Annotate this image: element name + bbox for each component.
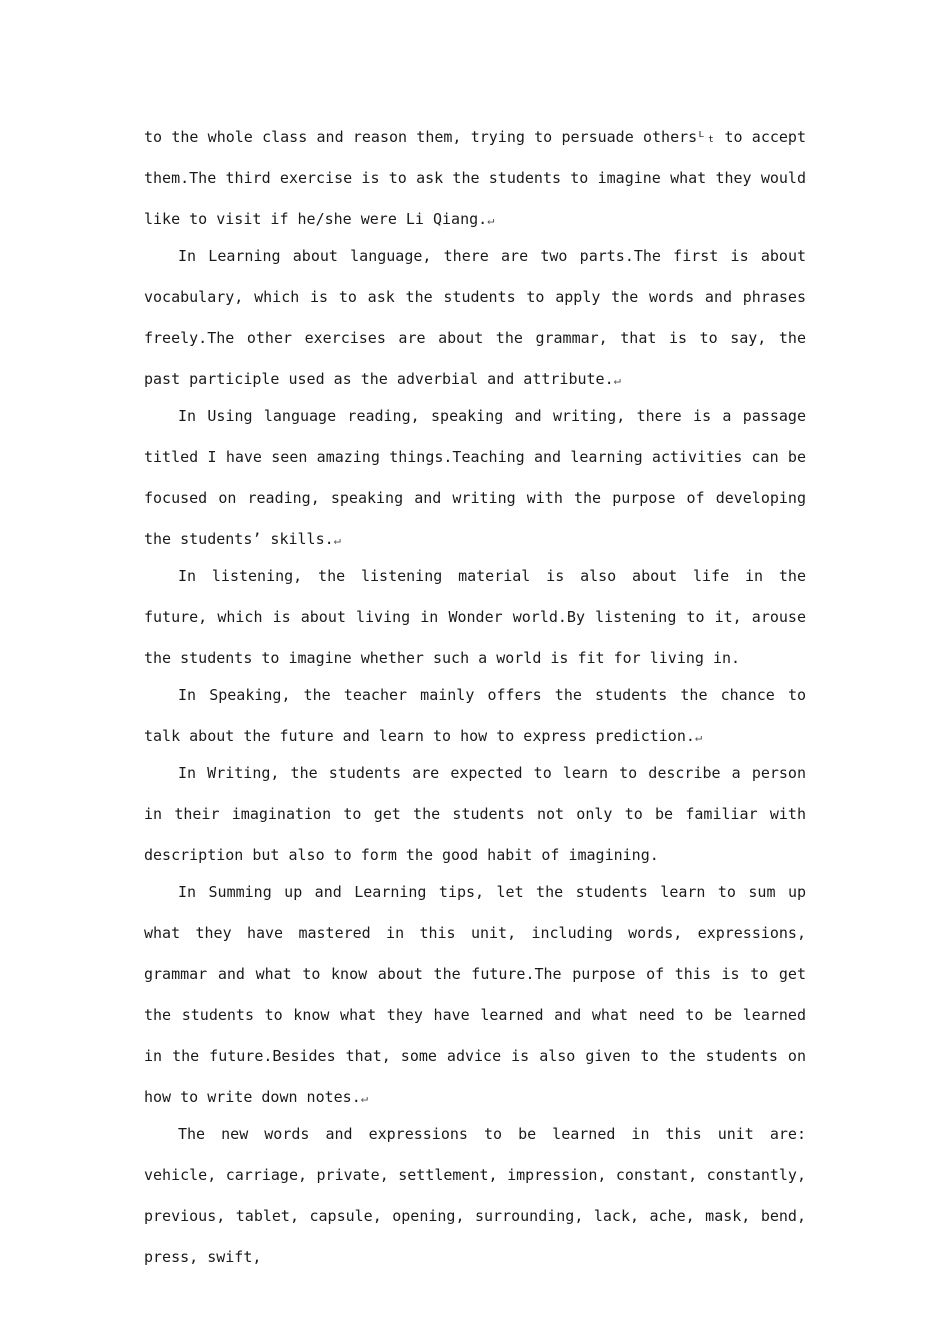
paragraph-1 xyxy=(144,117,806,241)
paragraph-8 xyxy=(144,1114,806,1279)
paragraph-4 xyxy=(144,556,806,680)
paragraph-mark-icon: ↵ xyxy=(694,730,703,744)
paragraph-mark-icon: ↵ xyxy=(487,213,495,227)
paragraph-8-text: The new words and expressions to be learned in this unit are: vehicle, carriage, private, settlement, impression, constant, constantly, previous, tablet, capsule, opening, surrounding, lack, ache, mask, bend, press, swift, xyxy=(144,1125,806,1266)
paragraph-mark-icon: ↵ xyxy=(613,373,621,387)
paragraph-6 xyxy=(144,753,806,877)
paragraph-5 xyxy=(144,675,806,758)
body-text xyxy=(144,117,806,1279)
paragraph-2-text: In Learning about language, there are two parts.The first is about vocabulary, which is to ask the students to apply the words and phrases freely.The other exercises are about the grammar, that is to say, the past participle used as the adverbial and attribute. xyxy=(144,247,806,388)
paragraph-2 xyxy=(144,236,806,401)
paragraph-7-text: In Summing up and Learning tips, let the students learn to sum up what they have mastered in this unit, including words, expressions, grammar and what to know about the future.The purpose of this is to get the students to know what they have learned and what need to be learned in the future.Besides that, some advice is also given to the students on how to write down notes. xyxy=(144,883,806,1106)
paragraph-mark-icon: ↵ xyxy=(360,1091,368,1105)
paragraph-3-text: In Using language reading, speaking and writing, there is a passage titled I have seen amazing things.Teaching and learning activities can be focused on reading, speaking and writing with the purpose of developing the students’ skills. xyxy=(144,407,806,548)
paragraph-3 xyxy=(144,396,806,561)
paragraph-1-text: to the whole class and reason them, trying to persuade othersᴸₜ to accept them.The third exercise is to ask the students to imagine what they would like to visit if he/she were Li Qiang. xyxy=(144,128,806,228)
paragraph-mark-icon: ↵ xyxy=(333,533,341,547)
paragraph-5-text: In Speaking, the teacher mainly offers the students the chance to talk about the future and learn to how to express prediction. xyxy=(144,686,806,745)
paragraph-4-text: In listening, the listening material is also about life in the future, which is about living in Wonder world.By listening to it, arouse the students to imagine whether such a world is fit for living in. xyxy=(144,567,806,667)
paragraph-7 xyxy=(144,872,806,1119)
paragraph-6-text: In Writing, the students are expected to learn to describe a person in their imagination to get the students not only to be familiar with description but also to form the good habit of imagining. xyxy=(144,764,806,864)
